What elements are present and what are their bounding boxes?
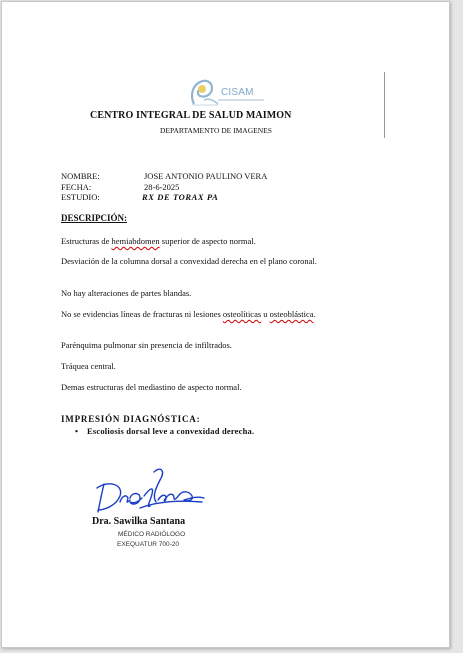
logo-wordmark: CISAM [221, 87, 254, 98]
finding-paragraph: Tráquea central. [61, 361, 116, 371]
page-margin-marker [384, 72, 385, 138]
fecha-label: FECHA: [61, 182, 92, 192]
cisam-logo [188, 78, 268, 108]
finding-paragraph: Demas estructuras del mediastino de aspecto normal. [61, 382, 242, 392]
fecha-value: 28-6-2025 [144, 182, 180, 192]
logo-tagline-bar [218, 99, 264, 101]
estudio-label: ESTUDIO: [61, 192, 100, 202]
bullet-icon: • [75, 426, 79, 436]
spellcheck-flagged-word[interactable]: osteolíticas [222, 309, 262, 319]
impression-list [75, 426, 254, 436]
department-name: DEPARTAMENTO DE IMAGENES [160, 126, 272, 135]
estudio-value: RX DE TORAX PA [142, 192, 219, 202]
finding-text: superior de aspecto normal. [159, 236, 256, 246]
signer-role: MÉDICO RADIÓLOGO [118, 531, 186, 538]
description-heading: DESCRIPCIÓN: [61, 213, 128, 223]
finding-paragraph [61, 309, 361, 320]
impression-item [75, 426, 254, 436]
nombre-value: JOSE ANTONIO PAULINO VERA [144, 171, 268, 181]
cisam-logo-icon [188, 78, 222, 108]
spellcheck-flagged-word[interactable]: hemiabdomen [111, 236, 160, 246]
finding-text: No se evidencias líneas de fracturas ni lesiones [61, 309, 223, 319]
finding-paragraph: Desviación de la columna dorsal a convexidad derecha en el plano coronal. [61, 256, 317, 266]
impression-item-text: Escoliosis dorsal leve a convexidad derecha. [87, 426, 255, 436]
finding-text: . [313, 309, 316, 319]
handwritten-signature [94, 462, 206, 518]
finding-paragraph [61, 236, 361, 247]
impression-heading: IMPRESIÓN DIAGNÓSTICA: [61, 414, 201, 424]
signer-exequatur: EXEQUATUR 700-20 [117, 541, 180, 548]
nombre-label: NOMBRE: [61, 171, 100, 181]
signer-name: Dra. Sawilka Santana [92, 516, 186, 527]
finding-paragraph: No hay alteraciones de partes blandas. [61, 288, 192, 298]
finding-text: u [261, 309, 270, 319]
finding-paragraph: Parénquima pulmonar sin presencia de infiltrados. [61, 340, 232, 350]
spellcheck-flagged-word[interactable]: osteoblástica [269, 309, 314, 319]
finding-text: Estructuras de [61, 236, 112, 246]
center-name: CENTRO INTEGRAL DE SALUD MAIMON [90, 110, 292, 121]
